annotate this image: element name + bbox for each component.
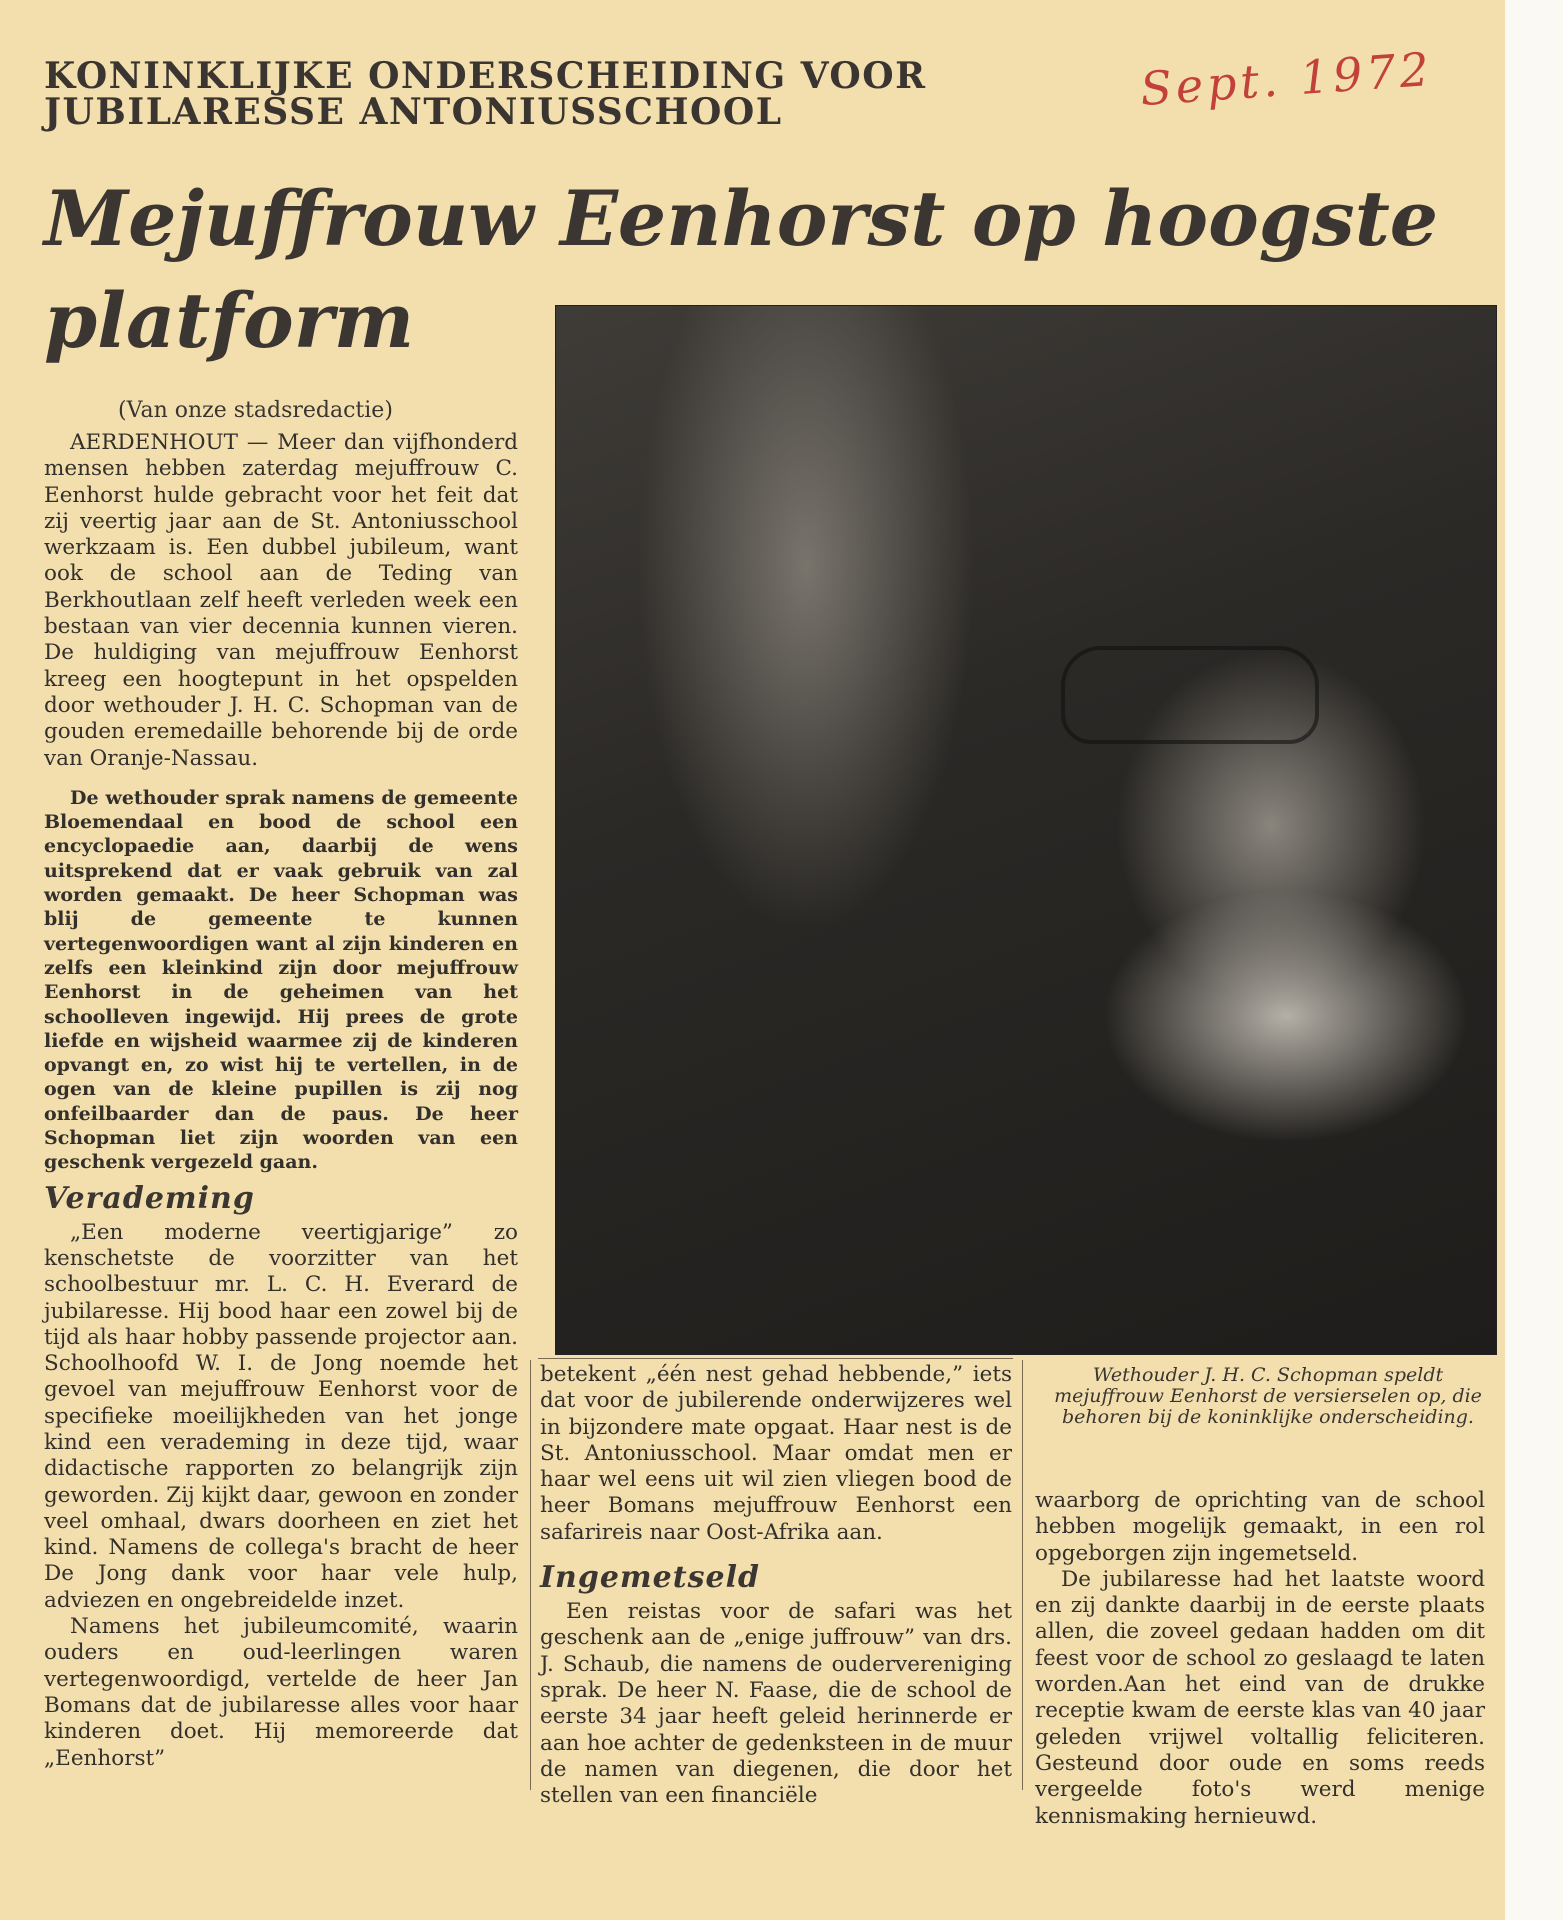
- glasses-shape: [1061, 646, 1319, 744]
- paragraph: Een reistas voor de safari was het geschenk aan de „enige juffrouw” van drs. J. Schaub, die namens de oudervereniging sprak. De heer N. Faase, die de school de eerste 34 jaar heeft geleid herinnerde er aan hoe achter de gedenksteen in de muur de namen van diegenen, die door het stellen van een financiële: [540, 1599, 1012, 1809]
- headline: Mejuffrouw Eenhorst op hoogste platform: [44, 174, 1439, 365]
- photo-caption: Wethouder J. H. C. Schopman speldt mejuffrouw Eenhorst de versierselen op, die behoren bij de koninklijke onderscheiding.: [1054, 1364, 1482, 1428]
- section-rule: [538, 1358, 1013, 1359]
- column-3: [1035, 1488, 1485, 1830]
- column-1: [44, 430, 518, 1772]
- paragraph: De jubilaresse had het laatste woord en zij dankte daarbij in de eerste plaats allen, die zoveel gedaan hadden om dit feest voor de school zo geslaagd te laten worden.Aan het eind van de drukke receptie kwam de eerste klas van 40 jaar geleden vrijwel voltallig feliciteren. Gesteund door oude en soms reeds vergeelde foto's werd menige kennismaking hernieuwd.: [1035, 1566, 1485, 1829]
- column-divider: [530, 1360, 531, 1790]
- news-photo: [555, 305, 1497, 1355]
- column-2: [540, 1362, 1012, 1809]
- handwritten-date: Sept. 1972: [1138, 41, 1435, 117]
- paragraph: AERDENHOUT — Meer dan vijfhonderd mensen hebben zaterdag mejuffrouw C. Eenhorst hulde gebracht voor het feit dat zij veertig jaar aan de St. Antoniusschool werkzaam is. Een dubbel jubileum, want ook de school aan de Teding van Berkhoutlaan zelf heeft verleden week een bestaan van vier decennia kunnen vieren. De huldiging van mejuffrouw Eenhorst kreeg een hoogtepunt in het opspelden door wethouder J. H. C. Schopman van de gouden eremedaille behorende bij de orde van Oranje-Nassau.: [44, 430, 518, 771]
- subheading: Verademing: [44, 1180, 255, 1216]
- column-divider: [1022, 1360, 1023, 1790]
- kicker-heading: KONINKLIJKE ONDERSCHEIDING VOOR JUBILARESSE ANTONIUSSCHOOL: [44, 55, 927, 133]
- paragraph: Namens het jubileumcomité, waarin ouders en oud-leerlingen waren vertegenwoordigd, vertelde de heer Jan Bomans dat de jubilaresse alles voor haar kinderen doet. Hij memoreerde dat „Eenhorst”: [44, 1614, 518, 1771]
- subheading: Ingemetseld: [540, 1560, 760, 1596]
- paragraph: „Een moderne veertigjarige” zo kenschetste de voorzitter van het schoolbestuur mr. L. C. H. Everard de jubilaresse. Hij bood haar een zowel bij de tijd als haar hobby passende projector aan. Schoolhoofd W. I. de Jong noemde het gevoel van mejuffrouw Eenhorst voor de specifieke moeilijkheden van het jonge kind een verademing in deze tijd, waar didactische rapporten zo belangrijk zijn geworden. Zij kijkt daar, gewoon en zonder veel omhaal, dwars doorheen en ziet het kind. Namens de collega's bracht de heer De Jong dank voor haar vele hulp, adviezen en ongebreidelde inzet.: [44, 1219, 518, 1613]
- page-margin: [1505, 0, 1563, 1920]
- paragraph: De wethouder sprak namens de gemeente Bloemendaal en bood de school een encyclopaedie aan, daarbij de wens uitsprekend dat er vaak gebruik van zal worden gemaakt. De heer Schopman was blij de gemeente te kunnen vertegenwoordigen want al zijn kinderen en zelfs een kleinkind zijn door mejuffrouw Eenhorst in de geheimen van het schoolleven ingewijd. Hij prees de grote liefde en wijsheid waarmee zij de kinderen opvangt en, zo wist hij te vertellen, in de ogen van de kleine pupillen is zij nog onfeilbaarder dan de paus. De heer Schopman liet zijn woorden van een geschenk vergezeld gaan.: [44, 786, 518, 1174]
- byline: (Van onze stadsredactie): [118, 398, 393, 423]
- paragraph: betekent „één nest gehad hebbende,” iets dat voor de jubilerende onderwijzeres wel in bijzondere mate opgaat. Haar nest is de St. Antoniusschool. Maar omdat men er haar wel eens uit wil zien vliegen bood de heer Bomans mejuffrouw Eenhorst een safarireis naar Oost-Afrika aan.: [540, 1362, 1012, 1545]
- paragraph: waarborg de oprichting van de school hebben mogelijk gemaakt, in een rol opgeborgen zijn ingemetseld.: [1035, 1488, 1485, 1566]
